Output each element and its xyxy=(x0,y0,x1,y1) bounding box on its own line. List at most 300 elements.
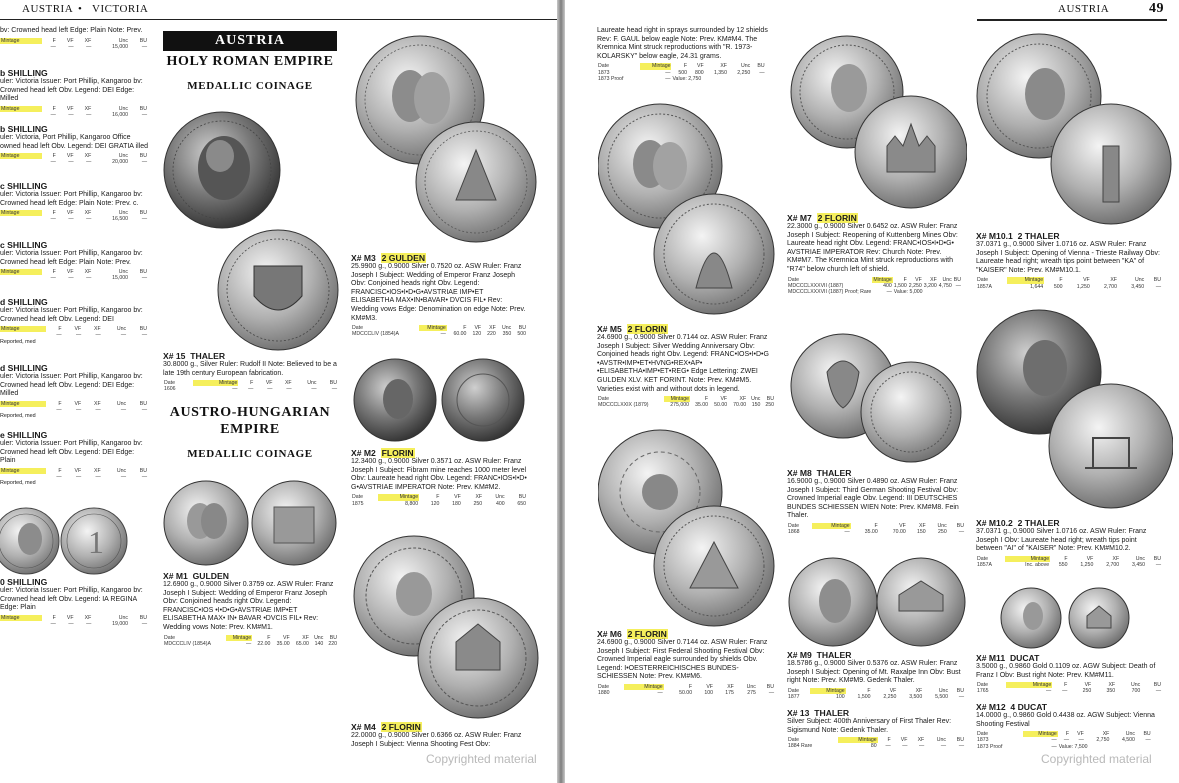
col-header-unc: Unc xyxy=(1125,731,1135,738)
table-cell: — xyxy=(141,473,147,480)
table-row xyxy=(163,386,338,392)
table-cell: MDCCCLXXXVII (1887) xyxy=(788,282,844,289)
victoria-entry-desc: uler: Victoria Issuer: Port Phillip, Kangaroo bv: Crowned head left Edge: Plain Note: Prev. xyxy=(0,250,143,266)
table-cell: 400 xyxy=(495,500,505,507)
xm9-number: X# M9 xyxy=(787,650,812,660)
table-cell: 1,500 xyxy=(893,282,907,289)
thaler-coin-image xyxy=(162,108,340,352)
col-header-vf: VF xyxy=(900,737,908,744)
table-cell: MDCCCLIV (1854)A xyxy=(164,640,211,647)
right-header-rule xyxy=(977,19,1167,21)
col-header-xf: XF xyxy=(1108,682,1116,689)
2-florin-kuttenberg-coin-image xyxy=(787,32,967,210)
table-cell: 15,000 xyxy=(112,43,129,50)
col-header-bu: BU xyxy=(139,326,147,333)
victoria-entry xyxy=(0,27,148,50)
col-header-xf: XF xyxy=(1102,731,1110,738)
table-cell: 3,450 xyxy=(1132,561,1146,568)
col-header-xf: XF xyxy=(84,210,92,217)
table-cell: — xyxy=(768,690,774,697)
table-cell: 500 xyxy=(678,69,688,76)
col-header-vf: VF xyxy=(889,687,897,694)
table-cell: — xyxy=(86,159,92,166)
table-cell: 4,750 xyxy=(938,282,952,289)
table-cell: — xyxy=(50,216,56,223)
table-cell: — xyxy=(267,386,273,393)
col-header-f: F xyxy=(887,737,891,744)
col-header-date: Date xyxy=(598,63,609,70)
table-cell xyxy=(772,76,775,82)
col-header-bu: BU xyxy=(139,153,147,160)
table-cell: 1877 xyxy=(788,693,800,700)
xm3-desc: 25.9900 g., 0.9000 Silver 0.7520 oz. ASW Ruler: Franz Joseph I Subject: Wedding of Emperor Franz Joseph Obv: Conjoined heads right Obv. Legend: FRANCISC•IOS•I•D•G•AVSTRIAE IMP•ET ELISABETHA MAX•IN•BAVAR• DVCIS FIL• Rev: Wedding vows Edge: Denomination on edge Note: Prev. KM#M3. xyxy=(351,263,526,322)
victoria-entry-desc: uler: Victoria, Port Phillip, Kangaroo Office owned head left Obv. Legend: DEI GRATIA illed xyxy=(0,134,148,150)
table-cell: — xyxy=(311,386,317,393)
table-cell: — xyxy=(665,69,671,76)
table-cell: — xyxy=(120,406,127,413)
col-header-f: F xyxy=(52,153,56,160)
col-header-unc: Unc xyxy=(1134,277,1145,284)
table-cell: — xyxy=(68,275,74,282)
xm8-number: X# M8 xyxy=(787,468,812,478)
table-cell: — xyxy=(885,743,891,750)
table-cell: — xyxy=(1046,688,1052,695)
col-header-unc: Unc xyxy=(116,326,127,333)
table-cell: 5,500 xyxy=(935,693,949,700)
col-header-f: F xyxy=(52,210,56,217)
table-cell xyxy=(751,76,765,82)
2-florin-shooting-fest-coin-image xyxy=(352,530,542,720)
col-header-unc: Unc xyxy=(1131,682,1141,689)
x15-desc: 30.8000 g., Silver Ruler: Rudolf II Note: Believed to be a late 19th century European fabrication. xyxy=(163,361,337,377)
col-header-vf: VF xyxy=(265,380,273,387)
col-header-vf: VF xyxy=(74,467,82,474)
xm5-mintage-table xyxy=(597,396,775,408)
table-cell: 1884 Rare xyxy=(788,743,813,750)
col-header-f: F xyxy=(463,325,467,332)
col-header-xf: XF xyxy=(84,37,92,44)
table-cell: 2,250 xyxy=(883,693,897,700)
table-cell: — xyxy=(120,332,127,339)
col-header-vf: VF xyxy=(74,326,82,333)
table-cell xyxy=(966,289,968,295)
xm3-number: X# M3 xyxy=(351,253,376,263)
xm5-name: 2 FLORIN xyxy=(627,324,667,334)
header-region: VICTORIA xyxy=(92,3,149,15)
x15-mintage-table xyxy=(163,380,338,392)
table-cell: 2,250 xyxy=(737,69,751,76)
table-cell: 35.00 xyxy=(276,640,290,647)
table-cell xyxy=(0,159,42,165)
col-header-xf: XF xyxy=(930,276,937,283)
table-cell: 1875 xyxy=(352,500,364,507)
xm5-desc: 24.6900 g., 0.9000 Silver 0.7144 oz. ASW Ruler: Franz Joseph I Subject: Silver Wedding Anniversary Obv: Conjoined heads right Obv. Legend: FRANC•IOS•I•D•G •AVSTR•IMP•ET•HVNG•REX•AP• •ELISABETHA•IMP•ET•REG• Edge Lettering: ZWEI GULDEN XLV. KET FORINT. Note: Prev. KM#M5. Varieties exist with and without dots in legend. xyxy=(597,334,769,393)
col-header-xf: XF xyxy=(1110,277,1117,284)
table-cell: — xyxy=(141,332,147,339)
table-cell: 3,200 xyxy=(923,282,937,289)
xm11-desc: 3.5000 g., 0.9860 Gold 0.1109 oz. AGW Subject: Death of Franz I Obv: Bust right Note: Prev. KM#M11. xyxy=(976,663,1156,679)
table-cell: 1,500 xyxy=(857,693,871,700)
table-cell: — xyxy=(75,473,82,480)
victoria-mintage-table xyxy=(0,615,148,627)
col-header-bu: BU xyxy=(1153,682,1161,689)
victoria-entry xyxy=(0,68,148,118)
victoria-mintage-table xyxy=(0,326,148,338)
table-cell: 550 xyxy=(1058,561,1068,568)
col-header-unc: Unc xyxy=(118,210,129,217)
col-header-vf: VF xyxy=(454,494,461,501)
2-thaler-railway-variety-coin-image xyxy=(975,308,1173,514)
entry-xm1 xyxy=(163,571,338,647)
table-cell: 800 xyxy=(694,69,704,76)
x13-name: THALER xyxy=(814,708,850,718)
col-header-unc: Unc xyxy=(938,687,949,694)
medallic-coinage-heading-2: MEDALLIC COINAGE xyxy=(187,448,313,460)
table-row xyxy=(0,621,148,627)
table-cell: 22.00 xyxy=(257,640,271,647)
col-header-vf: VF xyxy=(697,63,704,70)
thaler-shooting-festival-coin-image xyxy=(787,332,967,466)
col-header-f: F xyxy=(52,37,56,44)
victoria-entry-note: Reported, med xyxy=(0,338,36,345)
table-cell: — xyxy=(919,743,925,750)
col-header-mintage: Mintage xyxy=(0,210,42,216)
col-header-xf: XF xyxy=(84,105,92,112)
col-header-unc: Unc xyxy=(746,683,756,690)
table-cell: — xyxy=(141,406,147,413)
table-cell: 700 xyxy=(1131,688,1141,695)
table-cell: 35.00 xyxy=(864,529,878,536)
entry-xm10-2 xyxy=(976,518,1162,568)
table-cell: 220 xyxy=(328,640,337,647)
table-cell xyxy=(0,44,42,50)
col-header-bu: BU xyxy=(139,467,147,474)
col-header-bu: BU xyxy=(139,210,147,217)
austria-title-bar: AUSTRIA xyxy=(163,31,337,51)
table-cell: 1,644 xyxy=(1030,283,1044,290)
gulden-coin-pair-image xyxy=(162,477,340,569)
thaler-raxalpe-coin-image xyxy=(787,555,967,649)
table-cell: 1873 Proof xyxy=(977,743,1003,750)
table-cell: 60.00 xyxy=(453,331,467,338)
col-header-unc: Unc xyxy=(118,105,129,112)
table-row xyxy=(163,641,338,647)
victoria-mintage-table xyxy=(0,38,148,50)
col-header-mintage: Mintage xyxy=(624,684,664,690)
victoria-entry-note: Reported, med xyxy=(0,413,36,420)
table-row xyxy=(597,690,775,696)
col-header-mintage: Mintage xyxy=(664,396,690,402)
table-cell: 250 xyxy=(473,500,483,507)
xm6-number: X# M6 xyxy=(597,629,622,639)
table-row xyxy=(976,284,1162,290)
col-header-xf: XF xyxy=(302,634,309,641)
xm1-name: GULDEN xyxy=(192,571,229,581)
book-gutter xyxy=(557,0,565,783)
table-row xyxy=(976,744,1162,750)
header-country: AUSTRIA xyxy=(22,3,74,15)
xm2-desc: 12.3400 g., 0.9000 Silver 0.3571 oz. ASW Ruler: Franz Joseph I Subject: Fibram mine reaches 1000 meter level Obv: Laureate head right Obv. Legend: FRANC•IOS•I•D• G•AVSTRIAE IMPERATOR Note: Prev. KM#M2. xyxy=(351,458,527,491)
xm11-number: X# M11 xyxy=(976,653,1006,663)
table-cell: MDCCCLIV (1854)A xyxy=(352,331,399,338)
table-cell xyxy=(1158,744,1162,750)
table-cell: — xyxy=(665,75,671,82)
col-header-mintage: Mintage xyxy=(0,269,42,275)
col-header-date: Date xyxy=(598,683,609,690)
col-header-f: F xyxy=(267,634,271,641)
table-cell: 65.00 xyxy=(295,640,309,647)
col-header-vf: VF xyxy=(1084,682,1092,689)
victoria-entry-note: Reported, med xyxy=(0,480,36,487)
table-cell: 400 xyxy=(883,282,892,289)
victoria-entry-title: d SHILLING xyxy=(0,297,48,307)
col-header-vf: VF xyxy=(66,614,74,621)
col-header-vf: VF xyxy=(474,325,482,332)
victoria-entry xyxy=(0,577,148,627)
col-header-xf: XF xyxy=(739,396,747,403)
table-cell: 1857A xyxy=(977,561,993,568)
table-cell: — xyxy=(940,743,947,750)
table-cell: — xyxy=(68,159,74,166)
table-cell: 50.00 xyxy=(679,690,693,697)
table-cell: — xyxy=(141,275,147,282)
table-cell: 50.00 xyxy=(714,402,728,409)
table-cell: 2,700 xyxy=(1106,561,1120,568)
table-cell: 100 xyxy=(836,693,845,700)
table-cell: 1,250 xyxy=(1076,283,1090,290)
col-header-mintage: Mintage xyxy=(0,401,46,407)
entry-xm6 xyxy=(597,629,775,696)
col-header-xf: XF xyxy=(727,683,734,690)
table-cell: MDCCCLXXXVII (1887) Proof; Rare xyxy=(788,288,872,295)
florin-coin-pair-image xyxy=(352,355,528,445)
table-cell: — xyxy=(68,620,74,627)
col-header-unc: Unc xyxy=(118,269,129,276)
table-cell xyxy=(1136,744,1152,750)
table-cell: — xyxy=(245,640,252,647)
table-cell: 1873 xyxy=(977,737,989,744)
entry-xm3 xyxy=(351,253,527,338)
table-cell: — xyxy=(50,620,56,627)
col-header-f: F xyxy=(58,400,62,407)
table-cell: 80 xyxy=(870,743,877,750)
svg-text:1: 1 xyxy=(88,524,104,560)
xm10-1-number: X# M10.1 xyxy=(976,231,1013,241)
col-header-date: Date xyxy=(977,555,988,562)
xm12-number: X# M12 xyxy=(976,702,1006,712)
table-cell: — xyxy=(95,332,101,339)
xm10-2-desc: 37.0371 g., 0.9000 Silver 1.0716 oz. ASW Ruler: Franz Joseph I Obv: Laureate head right; wreath tips point between "AI" of "KAISER" Note: Prev. KM#M10.2. xyxy=(976,528,1147,553)
col-header-mintage: Mintage xyxy=(838,737,878,743)
table-cell: 70.00 xyxy=(733,402,747,409)
xm12-mintage-table xyxy=(976,731,1162,750)
entry-x15 xyxy=(163,351,338,393)
xm3-name: 2 GULDEN xyxy=(381,253,426,263)
col-header-mintage: Mintage xyxy=(0,468,46,474)
col-header-bu: BU xyxy=(139,37,147,44)
table-cell: 16,000 xyxy=(112,111,129,118)
xm11-mintage-table xyxy=(976,682,1162,694)
col-header-date: Date xyxy=(164,380,175,387)
table-cell: — xyxy=(50,159,56,166)
x13-desc: Silver Subject: 400th Anniversary of First Thaler Rev: Sigismund Note: Gedenk Thaler. xyxy=(787,718,952,734)
xm2-name: FLORIN xyxy=(381,448,414,458)
xm10-1-desc: 37.0371 g., 0.9000 Silver 1.0716 oz. ASW Ruler: Franz Joseph I Subject: Opening of Vienna - Trieste Railway Obv: Laureate head right; wreath tips point between "KA" of "KAISER" Note: Prev. KM#M10.1. xyxy=(976,241,1160,274)
col-header-date: Date xyxy=(788,687,799,694)
victoria-entry xyxy=(0,124,148,166)
col-header-f: F xyxy=(704,396,709,403)
xm9-mintage-table xyxy=(787,688,965,700)
col-header-unc: Unc xyxy=(1135,555,1146,562)
col-header-bu: BU xyxy=(139,105,147,112)
table-cell: 15,000 xyxy=(112,275,129,282)
col-header-unc: Unc xyxy=(936,737,947,744)
entry-xm4 xyxy=(351,722,527,749)
table-cell: Value: 7,500 xyxy=(1058,743,1088,750)
col-header-vf: VF xyxy=(899,522,906,529)
watermark-right: Copyrighted material xyxy=(1041,752,1152,766)
table-cell: 8,800 xyxy=(405,500,419,507)
table-cell: — xyxy=(1145,737,1151,744)
table-row xyxy=(597,402,775,408)
table-cell: — xyxy=(141,43,147,50)
col-header-unc: Unc xyxy=(937,522,947,529)
table-cell: 70.00 xyxy=(892,529,906,536)
entry-xm10-1 xyxy=(976,231,1162,290)
table-cell: 1606 xyxy=(164,386,176,393)
col-header-f: F xyxy=(52,105,56,112)
table-row xyxy=(976,688,1162,694)
table-row xyxy=(787,743,965,749)
table-cell: — xyxy=(902,743,908,750)
victoria-entry-desc: uler: Victoria Issuer: Port Phillip, Kangaroo bv: Crowned head left Obv. Legend: DEI Edge: Plain xyxy=(0,440,143,465)
medallic-coinage-heading-1: MEDALLIC COINAGE xyxy=(187,80,313,92)
table-cell: — xyxy=(75,406,82,413)
victoria-entry-desc: uler: Victoria Issuer: Port Phillip, Kangaroo bv: Crowned head left Obv. Legend: IA REGINA Edge: Plain xyxy=(0,587,143,612)
table-cell: — xyxy=(56,473,62,480)
xm4-desc: 22.0000 g., 0.9000 Silver 0.6366 oz. ASW Ruler: Franz Joseph I Subject: Vienna Shooting Fest Obv: xyxy=(351,732,522,748)
x15-name: THALER xyxy=(190,351,226,361)
table-row xyxy=(787,694,965,700)
ducat-coin-pair-image xyxy=(995,586,1145,650)
col-header-date: Date xyxy=(788,276,799,283)
col-header-vf: VF xyxy=(66,37,74,44)
x13-number: X# 13 xyxy=(787,708,810,718)
xm1-mintage-table xyxy=(163,635,338,647)
victoria-entry xyxy=(0,181,148,223)
col-header-f: F xyxy=(436,494,440,501)
col-header-bu: BU xyxy=(518,325,526,332)
xm10-1-mintage-table xyxy=(976,277,1162,289)
col-header-unc: Unc xyxy=(942,276,952,283)
table-cell: — xyxy=(958,529,964,536)
col-header-vf: VF xyxy=(1083,277,1090,284)
col-header-date: Date xyxy=(164,634,175,641)
col-header-xf: XF xyxy=(919,522,926,529)
xm1-desc: 12.6900 g., 0.9000 Silver 0.3759 oz. ASW Ruler: Franz Joseph I Subject: Wedding of Emperor Franz Joseph Obv: Conjoined heads right Obv. Legend: FRANCISC•IOS •I•D•G•AVSTRIAE IMP•ET ELISABETHA MAX• IN• BAVAR •DVCIS FIL• Rev: Wedding vows Note: Prev. KM#M1. xyxy=(163,581,334,631)
xm10-2-number: X# M10.2 xyxy=(976,518,1013,528)
col-header-bu: BU xyxy=(329,380,337,387)
table-cell: 250 xyxy=(1082,688,1092,695)
col-header-vf: VF xyxy=(66,210,74,217)
col-header-f: F xyxy=(250,380,254,387)
col-header-vf: VF xyxy=(283,634,290,641)
col-header-xf: XF xyxy=(94,467,101,474)
left-page xyxy=(0,0,557,783)
x15-number: X# 15 xyxy=(163,351,186,361)
table-cell: 150 xyxy=(917,529,926,536)
page-number: 49 xyxy=(1149,1,1164,16)
xm9-name: THALER xyxy=(816,650,852,660)
xm6-mintage-table xyxy=(597,684,775,696)
col-header-unc: Unc xyxy=(116,400,127,407)
table-cell: 650 xyxy=(517,500,526,507)
xm6-name: 2 FLORIN xyxy=(627,629,667,639)
table-cell: 2,750 xyxy=(1096,737,1110,744)
xm7-mintage-table xyxy=(787,277,968,296)
table-cell: 1880 xyxy=(598,690,610,697)
victoria-mintage-table xyxy=(0,468,148,480)
col-header-mintage: Mintage xyxy=(810,688,845,694)
right-page xyxy=(565,0,1179,783)
col-header-mintage: Mintage xyxy=(1023,731,1058,737)
col-header-xf: XF xyxy=(720,63,727,70)
col-header-mintage: Mintage xyxy=(812,523,850,529)
table-cell: — xyxy=(1078,737,1084,744)
table-cell xyxy=(953,289,962,295)
table-cell: 120 xyxy=(430,500,440,507)
xm3-mintage-table xyxy=(351,325,527,337)
table-cell: — xyxy=(248,386,254,393)
col-header-xf: XF xyxy=(94,326,101,333)
table-cell: 35.00 xyxy=(695,402,709,409)
holy-roman-empire-heading: HOLY ROMAN EMPIRE xyxy=(166,54,334,69)
col-header-unc: Unc xyxy=(307,380,317,387)
xm4-number: X# M4 xyxy=(351,722,376,732)
table-cell: 140 xyxy=(314,640,324,647)
entry-xm8 xyxy=(787,468,965,535)
x13-mintage-table xyxy=(787,737,965,749)
victoria-entry-title: e SHILLING xyxy=(0,430,48,440)
2-gulden-coin-image xyxy=(352,32,540,246)
col-header-xf: XF xyxy=(284,380,292,387)
col-header-f: F xyxy=(867,687,871,694)
victoria-entry-title: c SHILLING xyxy=(0,240,48,250)
table-cell: — xyxy=(331,386,337,393)
col-header-bu: BU xyxy=(766,396,774,403)
austro-hungarian-heading: AUSTRO-HUNGARIAN EMPIRE xyxy=(169,405,331,437)
xm5-number: X# M5 xyxy=(597,324,622,334)
entry-xm9 xyxy=(787,650,965,700)
col-header-f: F xyxy=(58,467,62,474)
table-cell: — xyxy=(958,693,964,700)
col-header-bu: BU xyxy=(139,614,147,621)
xm7-number: X# M7 xyxy=(787,213,812,223)
table-cell: — xyxy=(1155,561,1161,568)
col-header-bu: BU xyxy=(956,737,964,744)
col-header-vf: VF xyxy=(66,105,74,112)
col-header-bu: BU xyxy=(956,522,964,529)
entry-xm11 xyxy=(976,653,1162,695)
col-header-mintage: Mintage xyxy=(0,153,42,159)
victoria-entry-desc: bv: Crowned head left Edge: Plain Note: Prev. xyxy=(0,27,143,34)
table-cell: 175 xyxy=(725,690,734,697)
table-cell: 3,500 xyxy=(909,693,923,700)
table-cell: — xyxy=(68,43,74,50)
table-cell: — xyxy=(759,69,765,76)
victoria-entry xyxy=(0,363,148,419)
col-header-f: F xyxy=(688,683,693,690)
